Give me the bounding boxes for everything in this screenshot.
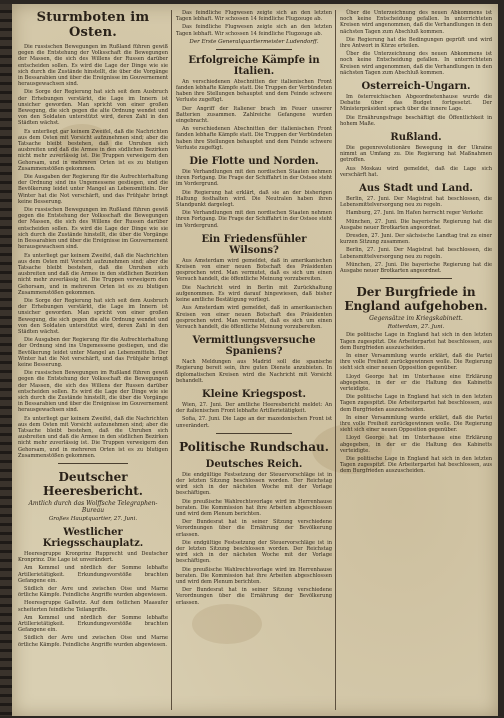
paragraph: Aus Amsterdam wird gemeldet, daß in amerikanischen Kreisen von einer neuen Botschaft des Präsidenten gesprochen wird. Man vermutet, daß es sich um einen Versuch handelt, die öffentliche Meinung vorzubereiten. xyxy=(176,305,332,330)
paragraph: Die Regierung hat die Bedingungen geprüft und wird ihre Antwort in Kürze erteilen. xyxy=(340,36,492,50)
paragraph: Die Ausgaben der Regierung für die Aufrechterhaltung der Ordnung sind ins Ungemessene gestiegen, und die Bevölkerung leidet unter Mangel an Lebensmitteln. Der Winter hat die Not verschärft, und das Frühjahr bringt keine Besserung. xyxy=(18,337,168,368)
paragraph: Am Kemmel und nördlich der Somme lebhafte Artillerietätigkeit. Erkundungsvorstöße brachten Gefangene ein. xyxy=(18,614,168,634)
paragraph: Berlin, 27. Juni. Der Magistrat hat beschlossen, die Lebensmittelversorgung neu zu regeln. xyxy=(340,196,492,209)
paragraph: Heeresgruppe Gallwitz. Auf dem östlichen Maasufer scheiterten feindliche Teilangriffe. xyxy=(18,600,168,613)
headline: Sturmboten im Osten. xyxy=(36,10,150,40)
paragraph: Es unterliegt gar keinem Zweifel, daß die Nachrichten aus dem Osten mit Vorsicht aufzunehmen sind; aber die Tatsache bleibt bestehen, daß die Unruhen sich ausbreiten und daß die Armee in den südlichen Bezirken nicht mehr zuverlässig ist. Die Truppen verweigern den Gehorsam, und in mehreren Orten ist es zu blutigen Zusammenstößen gekommen. xyxy=(18,252,168,296)
paragraph: Das feindliche Flugwesen zeigte sich an den letzten Tagen lebhaft. Wir schossen 14 feindliche Flugzeuge ab. xyxy=(176,24,332,37)
paragraph: Südlich der Avre und zwischen Oise und Marne örtliche Kämpfe. Feindliche Angriffe wurden abgewiesen. xyxy=(18,586,168,599)
paragraph: Berlin, 27. Juni. Der Magistrat hat beschlossen, die Lebensmittelversorgung neu zu regeln. xyxy=(340,247,492,260)
paragraph: Hamburg, 27. Juni. Im Hafen herrscht reger Verkehr. xyxy=(346,210,484,217)
dateline: Rotterdam, 27. Juni. xyxy=(387,324,445,331)
paragraph: Die Ausgaben der Regierung für die Aufrechterhaltung der Ordnung sind ins Ungemessene gestiegen, und die Bevölkerung leidet unter Mangel an Lebensmitteln. Der Winter hat die Not verschärft, und das Frühjahr bringt keine Besserung. xyxy=(18,174,168,205)
paragraph: Es unterliegt gar keinem Zweifel, daß die Nachrichten aus dem Osten mit Vorsicht aufzunehmen sind; aber die Tatsache bleibt bestehen, daß die Unruhen sich ausbreiten und daß die Armee in den südlichen Bezirken nicht mehr zuverlässig ist. Die Truppen verweigern den Gehorsam, und in mehreren Orten ist es zu blutigen Zusammenstößen gekommen. xyxy=(18,128,168,172)
paragraph: Die endgültige Festsetzung der Steuervorschläge ist in der letzten Sitzung beschlossen worden. Der Reichstag wird sich in der nächsten Woche mit der Vorlage beschäftigen. xyxy=(176,471,332,497)
paragraph: Die Nachricht wird in Berlin mit Zurückhaltung aufgenommen. Es wird darauf hingewiesen, daß bisher keine amtliche Bestätigung vorliegt. xyxy=(176,284,332,304)
column-rule xyxy=(171,10,172,710)
signature: Der Erste Generalquartiermeister Ludendorff. xyxy=(189,38,319,45)
paragraph: Die Verhandlungen mit den nordischen Staaten nehmen ihren Fortgang. Die Frage der Schiffahrt in der Ostsee steht im Vordergrund. xyxy=(176,210,332,229)
paragraph: Über die Unterzeichnung des neuen Abkommens ist noch keine Entscheidung gefallen. In unterrichteten Kreisen wird angenommen, daß die Verhandlungen in den nächsten Tagen zum Abschluß kommen. xyxy=(340,51,492,76)
section-heading: Vermittlungsversuche Spaniens? xyxy=(192,335,316,358)
paragraph: Der Bundesrat hat in seiner Sitzung verschiedene Verordnungen über die Ernährung der Bevölkerung erlassen. xyxy=(176,587,332,606)
paragraph: Die Verhandlungen mit den nordischen Staaten nehmen ihren Fortgang. Die Frage der Schiffahrt in der Ostsee steht im Vordergrund. xyxy=(176,169,332,188)
report-dateline: Großes Hauptquartier, 27. Juni. xyxy=(48,516,138,522)
section-heading: Erfolgreiche Kämpfe in Italien. xyxy=(188,54,320,77)
binding-edge xyxy=(0,4,12,716)
section-heading: Rußland. xyxy=(390,132,442,144)
paragraph: Die russischen Bewegungen im Rußland führen gewiß gegen die Entstehung der Volksschaft die Bewegungen der Massen, die sich des Willens der Russen darüber entscheiden sollen. Es wird die Lage der Dinge wie sie sich durch die Zustände hinstellt, die über die Vorgänge in Bessarabien und über die Ereignisse im Gouvernement herausgewachsen sind. xyxy=(18,44,168,88)
paragraph: Die endgültige Festsetzung der Steuervorschläge ist in der letzten Sitzung beschlossen worden. Der Reichstag wird sich in der nächsten Woche mit der Vorlage beschäftigen. xyxy=(176,539,332,565)
paragraph: Sofia, 27. Juni. Die Lage an der mazedonischen Front ist unverändert. xyxy=(176,416,332,429)
section-heading: Osterreich-Ungarn. xyxy=(361,81,471,93)
paragraph: Das feindliche Flugwesen zeigte sich an den letzten Tagen lebhaft. Wir schossen 14 feindliche Flugzeuge ab. xyxy=(176,10,332,23)
paragraph: Lloyd George hat im Unterhause eine Erklärung abgegeben, in der er die Haltung des Kabinetts verteidigte. xyxy=(340,373,492,392)
paragraph: Am Kemmel und nördlich der Somme lebhafte Artillerietätigkeit. Erkundungsvorstöße brachten Gefangene ein. xyxy=(18,565,168,584)
newspaper-page xyxy=(12,4,498,716)
paragraph: Dresden, 27. Juni. Der sächsische Landtag trat zu einer kurzen Sitzung zusammen. xyxy=(340,233,492,246)
report-subtitle: Amtlich durch das Wolffsche Telegraphen-Bureau xyxy=(28,500,158,514)
paragraph: Der Angriff der Italiener brach im Feuer unserer Batterien zusammen. Zahlreiche Gefangene wurden eingebracht. xyxy=(176,105,332,125)
paragraph: Nach Meldungen aus Madrid soll die spanische Regierung bereit sein, ihre guten Dienste anzubieten. In diplomatischen Kreisen wird die Nachricht mit Vorsicht behandelt. xyxy=(176,359,332,384)
paragraph: Die preußische Wahlrechtsvorlage wird im Herrenhause beraten. Die Kommission hat ihre Arbeiten abgeschlossen und wird dem Plenum berichten. xyxy=(176,498,332,517)
paragraph: Lloyd George hat im Unterhause eine Erklärung abgegeben, in der er die Haltung des Kabinetts verteidigte. xyxy=(340,435,492,454)
paragraph: Die politische Lage in England hat sich in den letzten Tagen zugespitzt. Die Arbeiterpartei hat beschlossen, aus dem Burgfrieden auszuscheiden. xyxy=(340,332,492,351)
divider xyxy=(216,49,292,50)
column-3 xyxy=(340,4,492,716)
paragraph: Es unterliegt gar keinem Zweifel, daß die Nachrichten aus dem Osten mit Vorsicht aufzunehmen sind; aber die Tatsache bleibt bestehen, daß die Unruhen sich ausbreiten und daß die Armee in den südlichen Bezirken nicht mehr zuverlässig ist. Die Truppen verweigern den Gehorsam, und in mehreren Orten ist es zu blutigen Zusammenstößen gekommen. xyxy=(18,415,168,459)
paragraph: München, 27. Juni. Die bayerische Regierung hat die Ausgabe neuer Brotkarten angeordnet. xyxy=(340,261,492,275)
paragraph: Die Ernährungsfrage beschäftigt die Öffentlichkeit in hohem Maße. xyxy=(340,114,492,127)
paragraph: Die gegenrevolutionäre Bewegung in der Ukraine nimmt an Umfang zu. Die Regierung hat Maßnahmen getroffen. xyxy=(340,145,492,164)
divider xyxy=(380,278,452,279)
paragraph: Die preußische Wahlrechtsvorlage wird im Herrenhause beraten. Die Kommission hat ihre Arbeiten abgeschlossen und wird dem Plenum berichten. xyxy=(176,566,332,585)
paragraph: In einer Versammlung wurde erklärt, daß die Partei ihre volle Freiheit zurückgewinnen wolle. Die Regierung sieht sich einer neuen Opposition gegenüber. xyxy=(340,352,492,372)
column-1 xyxy=(18,4,168,716)
paragraph: Im österreichischen Abgeordnetenhause wurde die Debatte über das Budget fortgesetzt. Der Ministerpräsident sprach über die innere Lage. xyxy=(340,94,492,113)
paragraph: Wien, 27. Juni. Der amtliche Heeresbericht meldet: An der italienischen Front lebhafte Artillerietätigkeit. xyxy=(176,401,332,415)
section-subtitle: Gegensätze im Kriegskabinett. xyxy=(369,315,463,323)
paragraph: Die Sorge der Regierung hat sich seit dem Ausbruch der Erhebungen verstärkt, die Lage im Innern ist unsicher geworden. Man spricht von einer großen Bewegung, die sich gegen die alte Ordnung wendet und von den Soldaten unterstützt wird, deren Zahl in den Städten wächst. xyxy=(18,297,168,335)
column-rule xyxy=(335,10,336,710)
divider xyxy=(58,463,128,464)
paragraph: Die Sorge der Regierung hat sich seit dem Ausbruch der Erhebungen verstärkt, die Lage im Innern ist unsicher geworden. Man spricht von einer großen Bewegung, die sich gegen die alte Ordnung wendet und von den Soldaten unterstützt wird, deren Zahl in den Städten wächst. xyxy=(18,89,168,127)
section-title: Der Burgfriede in England aufgehoben. xyxy=(344,285,488,314)
section-heading: Aus Stadt und Land. xyxy=(359,183,473,195)
paragraph: Die politische Lage in England hat sich in den letzten Tagen zugespitzt. Die Arbeiterpartei hat beschlossen, aus dem Burgfrieden auszuscheiden. xyxy=(340,394,492,413)
section-title: Politische Rundschau. xyxy=(179,439,329,454)
section-heading: Deutsches Reich. xyxy=(205,458,303,470)
paragraph: An verschiedenen Abschnitten der italienischen Front fanden lebhafte Kämpfe statt. Die Truppen der Verbündeten haben ihre Stellungen behauptet und dem Feinde schwere Verluste zugefügt. xyxy=(176,126,332,151)
paragraph: Über die Unterzeichnung des neuen Abkommens ist noch keine Entscheidung gefallen. In unterrichteten Kreisen wird angenommen, daß die Verhandlungen in den nächsten Tagen zum Abschluß kommen. xyxy=(340,10,492,35)
paragraph: Die russischen Bewegungen im Rußland führen gewiß gegen die Entstehung der Volksschaft die Bewegungen der Massen, die sich des Willens der Russen darüber entscheiden sollen. Es wird die Lage der Dinge wie sie sich durch die Zustände hinstellt, die über die Vorgänge in Bessarabien und über die Ereignisse im Gouvernement herausgewachsen sind. xyxy=(18,207,168,251)
report-section: Westlicher Kriegsschauplatz. xyxy=(42,527,144,549)
paragraph: Die Regierung hat erklärt, daß sie an der bisherigen Haltung festhalten wird. Die Neutralen haben ihren Standpunkt dargelegt. xyxy=(176,189,332,209)
section-heading: Kleine Kriegspost. xyxy=(202,388,306,400)
paragraph: Südlich der Avre und zwischen Oise und Marne örtliche Kämpfe. Feindliche Angriffe wurden abgewiesen. xyxy=(18,635,168,648)
paragraph: München, 27. Juni. Die bayerische Regierung hat die Ausgabe neuer Brotkarten angeordnet. xyxy=(340,218,492,231)
paragraph: Die russischen Bewegungen im Rußland führen gewiß gegen die Entstehung der Volksschaft die Bewegungen der Massen, die sich des Willens der Russen darüber entscheiden sollen. Es wird die Lage der Dinge wie sie sich durch die Zustände hinstellt, die über die Vorgänge in Bessarabien und über die Ereignisse im Gouvernement herausgewachsen sind. xyxy=(18,370,168,414)
paragraph: Der Bundesrat hat in seiner Sitzung verschiedene Verordnungen über die Ernährung der Bevölkerung erlassen. xyxy=(176,519,332,538)
paragraph: Aus Moskau wird gemeldet, daß die Lage sich verschärft hat. xyxy=(340,165,492,178)
column-2 xyxy=(176,4,332,716)
divider xyxy=(216,433,292,434)
paragraph: Aus Amsterdam wird gemeldet, daß in amerikanischen Kreisen von einer neuen Botschaft des Präsidenten gesprochen wird. Man vermutet, daß es sich um einen Versuch handelt, die öffentliche Meinung vorzubereiten. xyxy=(176,257,332,283)
section-heading: Die Flotte und Norden. xyxy=(189,156,319,168)
paragraph: Heeresgruppe Kronprinz Rupprecht und Deutscher Kronprinz. Die Lage ist unverändert. xyxy=(18,551,168,564)
section-heading: Ein Friedensfühler Wilsons? xyxy=(201,233,307,256)
paragraph: In einer Versammlung wurde erklärt, daß die Partei ihre volle Freiheit zurückgewinnen wolle. Die Regierung sieht sich einer neuen Opposition gegenüber. xyxy=(340,414,492,434)
paragraph: Die politische Lage in England hat sich in den letzten Tagen zugespitzt. Die Arbeiterpartei hat beschlossen, aus dem Burgfrieden auszuscheiden. xyxy=(340,455,492,475)
paragraph: An verschiedenen Abschnitten der italienischen Front fanden lebhafte Kämpfe statt. Die Truppen der Verbündeten haben ihre Stellungen behauptet und dem Feinde schwere Verluste zugefügt. xyxy=(176,78,332,104)
report-title: Deutscher Heeresbericht. xyxy=(43,470,143,498)
